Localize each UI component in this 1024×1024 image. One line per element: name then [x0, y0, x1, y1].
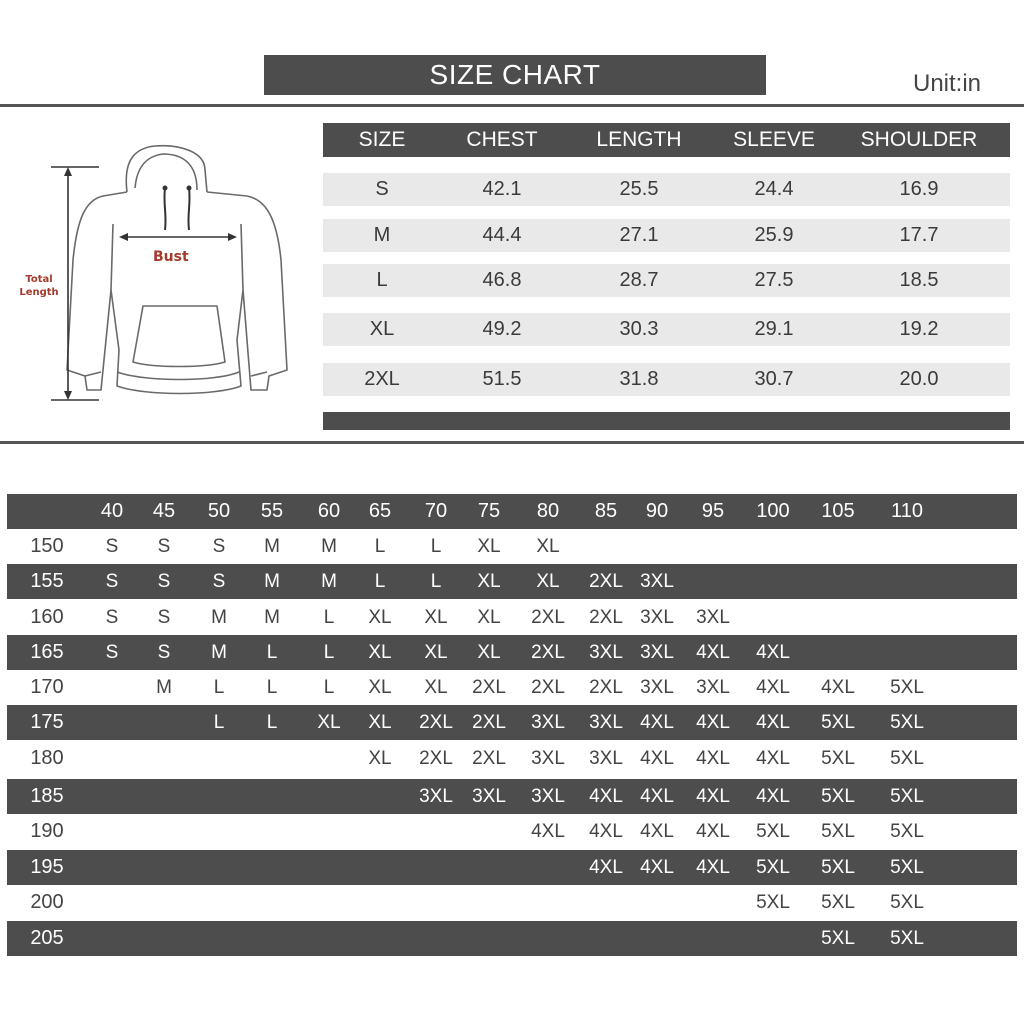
grid-row — [7, 564, 1017, 599]
grid-size-cell: 4XL — [589, 785, 623, 807]
size-table-cell: 49.2 — [482, 318, 522, 340]
grid-weight-header: 85 — [594, 500, 618, 522]
grid-height-label: 205 — [30, 927, 64, 949]
size-table-cell: 27.1 — [619, 224, 659, 246]
grid-height-label: 180 — [30, 747, 64, 769]
grid-weight-header: 60 — [317, 500, 341, 522]
grid-size-cell: 2XL — [472, 676, 506, 698]
grid-size-cell: 4XL — [640, 856, 674, 878]
grid-size-cell: 5XL — [756, 856, 790, 878]
size-table-header-shoulder: SHOULDER — [860, 128, 978, 151]
grid-size-cell: L — [266, 641, 278, 663]
size-table-row — [323, 219, 1010, 252]
grid-size-cell: 5XL — [821, 856, 855, 878]
grid-weight-header: 70 — [424, 500, 448, 522]
size-table-cell: 24.4 — [754, 178, 794, 200]
grid-weight-header: 95 — [701, 500, 725, 522]
grid-weight-header: 90 — [645, 500, 669, 522]
grid-size-cell: 3XL — [640, 570, 674, 592]
grid-size-cell: L — [213, 676, 225, 698]
size-table-cell: M — [373, 224, 391, 246]
grid-size-cell: 2XL — [589, 606, 623, 628]
size-table-header — [323, 123, 1010, 157]
grid-size-cell: 5XL — [756, 891, 790, 913]
grid-size-cell: L — [430, 535, 442, 557]
grid-size-cell: 5XL — [821, 820, 855, 842]
grid-size-cell: L — [323, 606, 335, 628]
grid-size-cell: 4XL — [696, 820, 730, 842]
size-chart-title: SIZE CHART — [264, 55, 766, 95]
unit-label: Unit:in — [913, 70, 982, 97]
grid-size-cell: 4XL — [640, 820, 674, 842]
grid-weight-header: 55 — [260, 500, 284, 522]
size-table-row — [323, 264, 1010, 297]
size-table-cell: 30.7 — [754, 368, 794, 390]
grid-size-cell: 2XL — [472, 747, 506, 769]
grid-size-cell: L — [266, 676, 278, 698]
size-table-cell: 29.1 — [754, 318, 794, 340]
grid-row — [7, 670, 1017, 705]
size-table-footer-bar — [323, 412, 1010, 430]
size-table-cell: 2XL — [364, 368, 400, 390]
grid-size-cell: 2XL — [531, 641, 565, 663]
grid-size-cell: L — [430, 570, 442, 592]
grid-size-cell: 5XL — [821, 927, 855, 949]
size-table-row — [323, 313, 1010, 346]
grid-size-cell: 4XL — [756, 676, 790, 698]
grid-size-cell: 5XL — [821, 785, 855, 807]
grid-size-cell: S — [157, 570, 171, 592]
grid-size-cell: 3XL — [640, 606, 674, 628]
grid-size-cell: 5XL — [890, 711, 924, 733]
size-measurement-table — [323, 123, 1010, 390]
grid-size-cell: 4XL — [696, 747, 730, 769]
grid-size-cell: XL — [424, 641, 448, 663]
total-length-label-line1: Total — [25, 274, 53, 285]
grid-size-cell: S — [105, 641, 119, 663]
grid-row — [7, 529, 1017, 564]
grid-size-cell: 3XL — [696, 606, 730, 628]
grid-size-cell: XL — [477, 535, 501, 557]
grid-size-cell: 5XL — [890, 785, 924, 807]
grid-size-cell: 2XL — [589, 570, 623, 592]
grid-size-cell: 2XL — [531, 606, 565, 628]
grid-weight-header: 45 — [152, 500, 176, 522]
grid-size-cell: 2XL — [472, 711, 506, 733]
size-table-cell: 46.8 — [482, 269, 522, 291]
grid-height-label: 195 — [30, 856, 64, 878]
grid-size-cell: L — [213, 711, 225, 733]
grid-size-cell: 4XL — [696, 856, 730, 878]
grid-size-cell: 5XL — [821, 711, 855, 733]
grid-size-cell: 5XL — [821, 891, 855, 913]
grid-weight-header: 105 — [821, 500, 855, 522]
grid-size-cell: S — [105, 570, 119, 592]
size-table-cell: 19.2 — [899, 318, 939, 340]
grid-size-cell: S — [105, 535, 119, 557]
size-table-cell: 20.0 — [899, 368, 939, 390]
size-table-cell: 44.4 — [482, 224, 522, 246]
grid-size-cell: S — [212, 570, 226, 592]
grid-row — [7, 705, 1017, 740]
size-table-cell: L — [376, 269, 388, 291]
grid-row — [7, 600, 1017, 635]
grid-size-cell: 5XL — [890, 820, 924, 842]
grid-weight-header: 65 — [368, 500, 392, 522]
grid-size-cell: M — [264, 535, 280, 557]
size-table-cell: 25.9 — [754, 224, 794, 246]
size-table-header-chest: CHEST — [466, 128, 538, 151]
size-table-row — [323, 363, 1010, 396]
grid-size-cell: 4XL — [531, 820, 565, 842]
grid-size-cell: S — [157, 641, 171, 663]
grid-size-cell: 5XL — [890, 676, 924, 698]
grid-size-cell: M — [211, 606, 227, 628]
grid-size-cell: 3XL — [531, 785, 565, 807]
grid-size-cell: L — [323, 676, 335, 698]
grid-size-cell: XL — [368, 711, 392, 733]
grid-weight-header: 110 — [891, 500, 923, 522]
grid-size-cell: S — [157, 535, 171, 557]
size-table-cell: 25.5 — [619, 178, 659, 200]
grid-size-cell: 2XL — [531, 676, 565, 698]
size-table-header-sleeve: SLEEVE — [733, 128, 815, 151]
bust-label: Bust — [153, 249, 189, 265]
size-table-cell: 28.7 — [619, 269, 659, 291]
grid-size-cell: 3XL — [640, 676, 674, 698]
size-table-header-length: LENGTH — [596, 128, 682, 151]
grid-size-cell: 4XL — [640, 747, 674, 769]
size-table-cell: 27.5 — [754, 269, 794, 291]
grid-weight-header: 75 — [477, 500, 501, 522]
grid-size-cell: 3XL — [419, 785, 453, 807]
size-table-cell: 42.1 — [482, 178, 522, 200]
grid-height-label: 155 — [30, 570, 64, 592]
grid-size-cell: S — [157, 606, 171, 628]
grid-size-cell: XL — [477, 641, 501, 663]
grid-size-cell: XL — [536, 535, 560, 557]
grid-row — [7, 885, 1017, 920]
grid-size-cell: 2XL — [419, 747, 453, 769]
grid-size-cell: 4XL — [640, 785, 674, 807]
grid-size-cell: 4XL — [696, 711, 730, 733]
grid-size-cell: 3XL — [589, 747, 623, 769]
grid-height-label: 160 — [30, 606, 64, 628]
grid-size-cell: M — [321, 570, 337, 592]
grid-size-cell: 5XL — [756, 820, 790, 842]
grid-size-cell: XL — [368, 606, 392, 628]
grid-size-cell: 2XL — [419, 711, 453, 733]
total-length-label — [14, 273, 64, 299]
grid-size-cell: S — [212, 535, 226, 557]
grid-row — [7, 921, 1017, 956]
grid-weight-header: 40 — [100, 500, 124, 522]
grid-size-cell: XL — [477, 606, 501, 628]
grid-weight-header: 80 — [536, 500, 560, 522]
grid-height-label: 200 — [30, 891, 64, 913]
grid-size-cell: 4XL — [589, 820, 623, 842]
grid-size-cell: XL — [368, 747, 392, 769]
grid-size-cell: XL — [368, 641, 392, 663]
size-table-cell: XL — [369, 318, 395, 340]
grid-size-cell: L — [374, 570, 386, 592]
size-table-cell: 51.5 — [482, 368, 522, 390]
grid-size-cell: 4XL — [756, 711, 790, 733]
grid-size-cell: 5XL — [890, 747, 924, 769]
grid-size-cell: 3XL — [696, 676, 730, 698]
size-table-cell: 16.9 — [899, 178, 939, 200]
grid-size-cell: 4XL — [821, 676, 855, 698]
grid-size-cell: M — [156, 676, 172, 698]
grid-height-label: 150 — [30, 535, 64, 557]
grid-size-cell: 3XL — [472, 785, 506, 807]
top-divider — [0, 104, 1024, 107]
grid-height-label: 190 — [30, 820, 64, 842]
total-length-label-line2: Length — [19, 287, 59, 298]
grid-size-cell: XL — [424, 676, 448, 698]
size-table-cell: 30.3 — [619, 318, 659, 340]
grid-size-cell: 3XL — [531, 711, 565, 733]
grid-row — [7, 779, 1017, 814]
grid-size-cell: 2XL — [589, 676, 623, 698]
grid-size-cell: L — [266, 711, 278, 733]
size-table-header-size: SIZE — [358, 128, 406, 151]
grid-height-label: 170 — [30, 676, 64, 698]
grid-size-cell: 4XL — [640, 711, 674, 733]
grid-size-cell: XL — [477, 570, 501, 592]
size-table-cell: 31.8 — [619, 368, 659, 390]
grid-row — [7, 850, 1017, 885]
grid-size-cell: 3XL — [589, 711, 623, 733]
grid-weight-header: 50 — [207, 500, 231, 522]
grid-row — [7, 741, 1017, 776]
grid-size-cell: M — [264, 606, 280, 628]
size-table-row — [323, 173, 1010, 206]
grid-size-cell: 4XL — [756, 641, 790, 663]
grid-size-cell: XL — [368, 676, 392, 698]
grid-size-cell: 5XL — [821, 747, 855, 769]
grid-size-cell: 3XL — [589, 641, 623, 663]
grid-size-cell: M — [211, 641, 227, 663]
grid-weight-header-row — [7, 494, 1017, 529]
size-table-cell: 17.7 — [899, 224, 939, 246]
size-table-cell: 18.5 — [899, 269, 939, 291]
grid-size-cell: 4XL — [756, 785, 790, 807]
grid-size-cell: 3XL — [531, 747, 565, 769]
grid-height-label: 175 — [30, 711, 64, 733]
grid-size-cell: 5XL — [890, 856, 924, 878]
grid-size-cell: S — [105, 606, 119, 628]
grid-size-cell: 4XL — [589, 856, 623, 878]
grid-size-cell: 5XL — [890, 927, 924, 949]
size-table-cell: S — [375, 178, 389, 200]
grid-size-cell: XL — [424, 606, 448, 628]
grid-size-cell: 3XL — [640, 641, 674, 663]
grid-size-cell: L — [323, 641, 335, 663]
grid-row — [7, 814, 1017, 849]
grid-height-label: 165 — [30, 641, 64, 663]
grid-size-cell: XL — [317, 711, 341, 733]
grid-size-cell: M — [321, 535, 337, 557]
grid-size-cell: 4XL — [756, 747, 790, 769]
grid-row — [7, 635, 1017, 670]
grid-weight-header: 100 — [756, 500, 790, 522]
grid-size-cell: XL — [536, 570, 560, 592]
grid-height-label: 185 — [30, 785, 64, 807]
grid-size-cell: L — [374, 535, 386, 557]
grid-size-cell: 5XL — [890, 891, 924, 913]
bottom-divider — [0, 441, 1024, 444]
grid-size-cell: 4XL — [696, 785, 730, 807]
grid-size-cell: M — [264, 570, 280, 592]
grid-size-cell: 4XL — [696, 641, 730, 663]
